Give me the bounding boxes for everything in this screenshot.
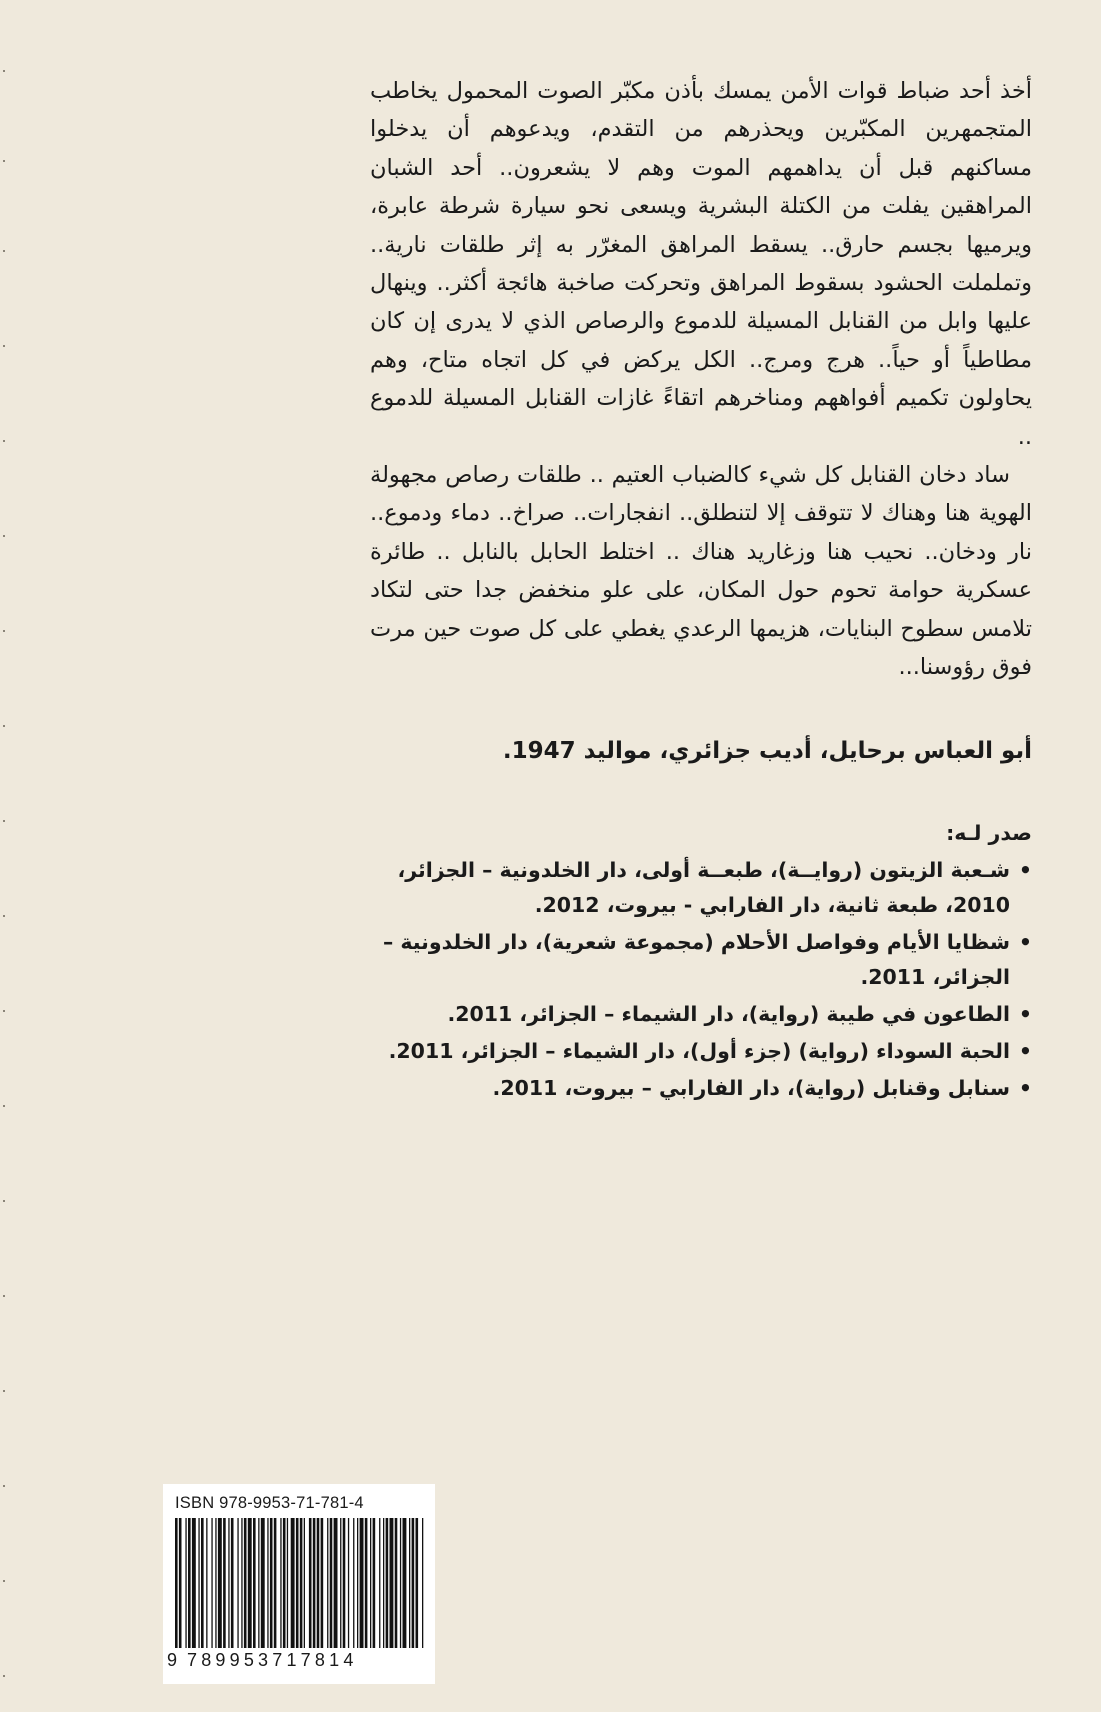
list-item [360, 925, 1032, 995]
author-bio [360, 738, 1032, 764]
barcode-lead-digit: 9 [167, 1650, 178, 1670]
list-item [360, 1034, 1032, 1069]
author-name: أبو العباس برحايل [828, 738, 1032, 764]
list-item [360, 997, 1032, 1032]
bullet-icon: • [1018, 930, 1032, 954]
work-title: الحبة السوداء (رواية) (جزء أول)، دار الشيماء – الجزائر، 2011. [388, 1039, 1010, 1063]
works-heading: صدر لـه: [946, 821, 1032, 845]
bullet-icon: • [1018, 1039, 1032, 1063]
bullet-icon: • [1018, 1002, 1032, 1026]
page-edge-marks [0, 0, 8, 1712]
list-item [360, 1071, 1032, 1106]
excerpt-paragraph-1: أخذ أحد ضباط قوات الأمن يمسك بأذن مكبّر الصوت المحمول يخاطب المتجمهرين المكبّرين ويحذرهم من التقدم، ويدعوهم أن يدخلوا مساكنهم قبل أن يداهمهم الموت وهم لا يشعرون.. أحد الشبان المراهقين يفلت من الكتلة البشرية ويسعى نحو سيارة شرطة عابرة، ويرميها بجسم حارق.. يسقط المراهق المغرّر به إثر طلقات نارية.. وتململت الحشود بسقوط المراهق وتحركت صاخبة هائجة أكثر.. وينهال عليها وابل من القنابل المسيلة للدموع والرصاص الذي لا يدرى إن كان مطاطياً أو حياً.. هرج ومرج.. الكل يركض في كل اتجاه متاح، وهم يحاولون تكميم أفواههم ومناخرهم اتقاءً غازات القنابل المسيلة للدموع .. [370, 78, 1032, 450]
work-title: سنابل وقنابل (رواية)، دار الفارابي – بيروت، 2011. [492, 1076, 1010, 1100]
works-list [360, 853, 1032, 1106]
work-title: شـعبة الزيتون (روايــة)، طبعــة أولى، دار الخلدونية – الجزائر، 2010، طبعة ثانية، دار الفارابي - بيروت، 2012. [397, 858, 1010, 917]
novel-excerpt [370, 72, 1032, 687]
list-item [360, 853, 1032, 923]
work-title: الطاعون في طيبة (رواية)، دار الشيماء – الجزائر، 2011. [447, 1002, 1010, 1026]
barcode-bars-icon [173, 1518, 425, 1648]
bullet-icon: • [1018, 858, 1032, 882]
isbn-label: ISBN 978-9953-71-781-4 [175, 1494, 364, 1512]
author-description: ، أديب جزائري، مواليد 1947. [502, 738, 829, 764]
bullet-icon: • [1018, 1076, 1032, 1100]
work-title: شظايا الأيام وفواصل الأحلام (مجموعة شعرية)، دار الخلدونية – الجزائر، 2011. [382, 930, 1010, 989]
excerpt-paragraph-2: ساد دخان القنابل كل شيء كالضباب العتيم .. طلقات رصاص مجهولة الهوية هنا وهناك لا تتوقف إلا لتنطلق.. انفجارات.. صراخ.. دماء ودموع.. نار ودخان.. نحيب هنا وزغاريد هناك .. اختلط الحابل بالنابل .. طائرة عسكرية حوامة تحوم حول المكان، على علو منخفض جدا حتى لتكاد تلامس سطوح البنايات، هزيمها الرعدي يغطي على كل صوت حين مرت فوق رؤوسنا... [370, 462, 1032, 681]
barcode-digits [167, 1650, 431, 1671]
published-works [360, 816, 1032, 1108]
isbn-barcode [163, 1484, 435, 1684]
barcode-number: 789953717814 [187, 1650, 358, 1670]
